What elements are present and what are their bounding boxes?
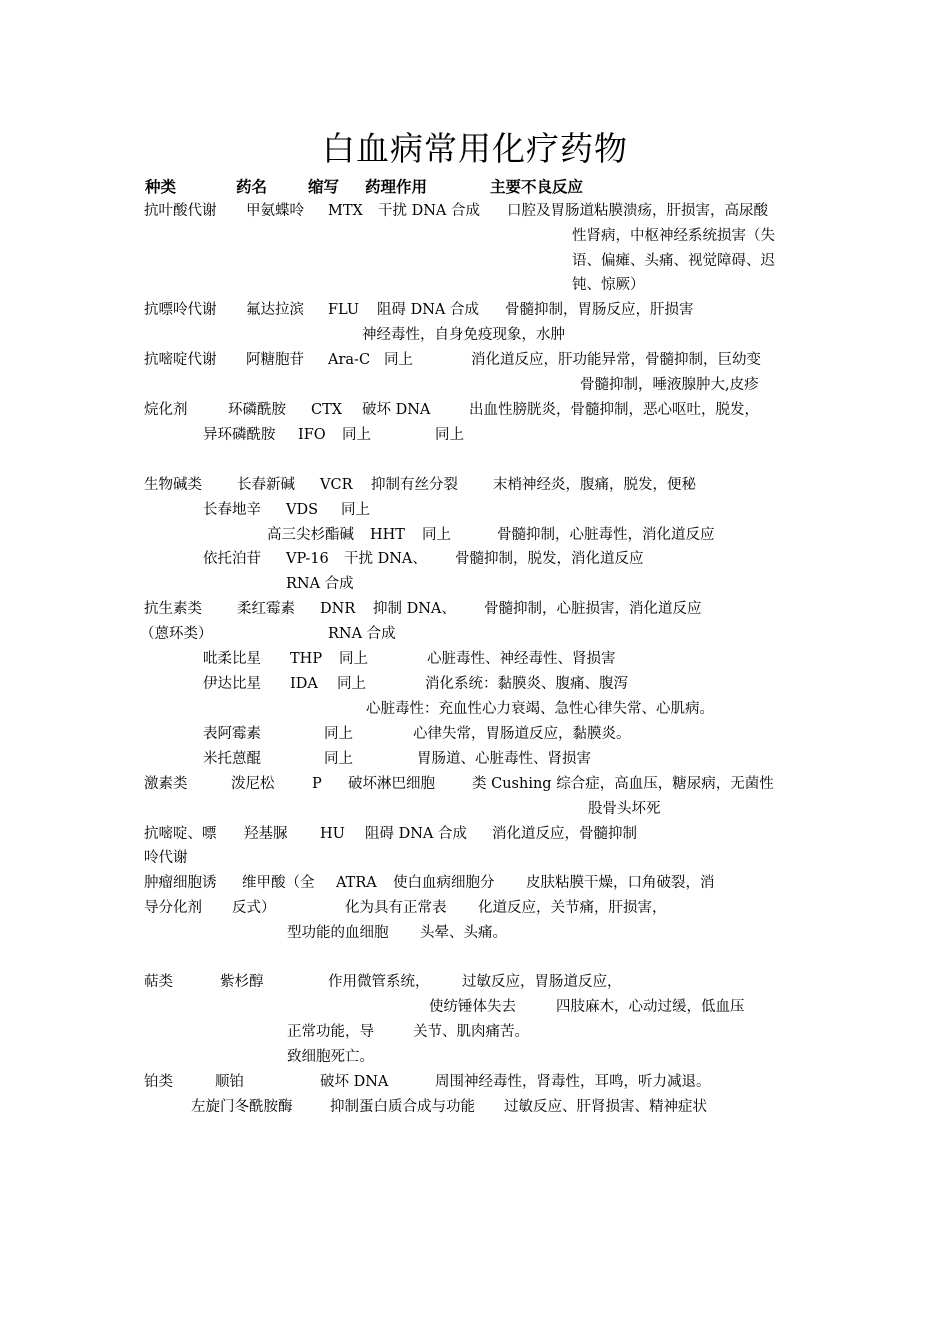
drug-name: 顺铂 <box>215 1074 244 1090</box>
drug-abbr: VCR <box>320 477 353 493</box>
drug-mechanism: 同上 <box>341 502 370 518</box>
drug-category: 烷化剂 <box>144 402 188 418</box>
side-effects-continued: 骨髓抑制，唾液腺肿大,皮疹 <box>580 377 759 393</box>
drug-name: 氟达拉滨 <box>246 302 304 318</box>
header-category: 种类 <box>145 178 177 196</box>
drug-name: 反式） <box>232 900 276 916</box>
drug-mechanism: 阻碍 DNA 合成 <box>377 302 480 318</box>
drug-mechanism: 正常功能，导 <box>287 1024 374 1040</box>
drug-name: 伊达比星 <box>203 676 261 692</box>
drug-mechanism: 抑制 DNA、 <box>373 601 456 617</box>
drug-side-effects: 头晕、头痛。 <box>420 925 507 941</box>
drug-side-effects: 骨髓抑制，心脏损害，消化道反应 <box>484 601 702 617</box>
drug-abbr: P <box>312 776 322 792</box>
drug-abbr: HU <box>320 826 345 842</box>
drug-side-effects: 关节、肌肉痛苦。 <box>413 1024 529 1040</box>
side-effects-continued: 性肾病，中枢神经系统损害（失 <box>572 228 775 244</box>
drug-category: 肿瘤细胞诱 <box>144 875 217 891</box>
drug-category: （蒽环类） <box>140 626 213 642</box>
drug-mechanism: 使纺锤体失去 <box>429 999 516 1015</box>
drug-side-effects: 类 Cushing 综合症，高血压，糖尿病，无菌性 <box>472 776 774 792</box>
drug-mechanism: 阻碍 DNA 合成 <box>365 826 468 842</box>
drug-side-effects: 骨髓抑制，脱发，消化道反应 <box>455 551 644 567</box>
drug-abbr: ATRA <box>336 875 377 891</box>
header-drug: 药名 <box>236 178 268 196</box>
drug-name: 表阿霉素 <box>203 726 261 742</box>
drug-name: 环磷酰胺 <box>228 402 286 418</box>
drug-name: 高三尖杉酯碱 <box>267 527 354 543</box>
drug-side-effects: 过敏反应，胃肠道反应， <box>462 974 622 990</box>
drug-abbr: CTX <box>311 402 343 418</box>
drug-mechanism: 同上 <box>324 726 353 742</box>
drug-side-effects: 心脏毒性、神经毒性、肾损害 <box>427 651 616 667</box>
drug-name: 甲氨蝶呤 <box>246 203 304 219</box>
drug-mechanism: 同上 <box>337 676 366 692</box>
drug-mechanism: 同上 <box>422 527 451 543</box>
drug-side-effects: 消化道反应，肝功能异常，骨髓抑制，巨幼变 <box>471 352 761 368</box>
mechanism-continued: RNA 合成 <box>286 576 354 592</box>
drug-category: 萜类 <box>144 974 173 990</box>
drug-mechanism: 化为具有正常表 <box>345 900 447 916</box>
drug-mechanism: 同上 <box>324 751 353 767</box>
drug-name: 长春地辛 <box>203 502 261 518</box>
drug-category: 抗嘌呤代谢 <box>144 302 217 318</box>
drug-name: 紫杉醇 <box>220 974 264 990</box>
drug-side-effects: 骨髓抑制，胃肠反应，肝损害 <box>505 302 694 318</box>
side-effects-continued: 钝、惊厥） <box>572 277 645 293</box>
drug-name: 吡柔比星 <box>203 651 261 667</box>
drug-mechanism: 使白血病细胞分 <box>393 875 495 891</box>
drug-side-effects: 消化道反应，骨髓抑制 <box>492 826 637 842</box>
drug-name: 异环磷酰胺 <box>203 427 276 443</box>
drug-side-effects: 四肢麻木，心动过缓，低血压 <box>556 999 745 1015</box>
drug-mechanism: 型功能的血细胞 <box>287 925 389 941</box>
header-side-effects: 主要不良反应 <box>490 178 584 196</box>
drug-abbr: THP <box>290 651 323 667</box>
drug-mechanism: 作用微管系统， <box>328 974 430 990</box>
drug-category: 抗嘧啶、嘌 <box>144 826 217 842</box>
drug-side-effects: 出血性膀胱炎，骨髓抑制，恶心呕吐，脱发， <box>469 402 759 418</box>
drug-abbr: HHT <box>370 527 405 543</box>
drug-mechanism: 同上 <box>384 352 413 368</box>
drug-mechanism: 同上 <box>339 651 368 667</box>
drug-abbr: VP-16 <box>286 551 329 567</box>
drug-abbr: DNR <box>320 601 356 617</box>
drug-category: 抗嘧啶代谢 <box>144 352 217 368</box>
drug-category: 铂类 <box>144 1074 173 1090</box>
drug-category: 生物碱类 <box>144 477 202 493</box>
drug-side-effects: 皮肤粘膜干燥，口角破裂，消 <box>526 875 715 891</box>
header-mechanism: 药理作用 <box>365 178 428 196</box>
drug-name: 左旋门冬酰胺酶 <box>191 1099 293 1115</box>
drug-mechanism: 抑制蛋白质合成与功能 <box>330 1099 475 1115</box>
drug-abbr: Ara-C <box>328 352 371 368</box>
drug-mechanism: 破坏 DNA <box>320 1074 389 1090</box>
drug-mechanism: 干扰 DNA、 <box>344 551 427 567</box>
drug-side-effects: 末梢神经炎，腹痛，脱发，便秘 <box>493 477 696 493</box>
drug-abbr: MTX <box>328 203 363 219</box>
drug-name: 米托蒽醌 <box>203 751 261 767</box>
drug-mechanism: 同上 <box>342 427 371 443</box>
page-title: 白血病常用化疗药物 <box>322 129 628 168</box>
drug-name: 依托泊苷 <box>203 551 261 567</box>
side-effects-continued: 语、偏瘫、头痛、视觉障碍、迟 <box>572 253 775 269</box>
drug-name: 阿糖胞苷 <box>246 352 304 368</box>
drug-name: 泼尼松 <box>231 776 275 792</box>
drug-mechanism: 致细胞死亡。 <box>287 1049 374 1065</box>
drug-side-effects: 化道反应，关节痛，肝损害， <box>478 900 667 916</box>
drug-abbr: IDA <box>290 676 318 692</box>
side-effects-continued: 心脏毒性：充血性心力衰竭、急性心律失常、心肌病。 <box>366 701 714 717</box>
drug-mechanism: 破坏 DNA <box>362 402 431 418</box>
drug-name: 羟基脲 <box>244 826 288 842</box>
drug-abbr: VDS <box>286 502 319 518</box>
drug-mechanism: 抑制有丝分裂 <box>371 477 458 493</box>
drug-side-effects: 过敏反应、肝肾损害、精神症状 <box>504 1099 707 1115</box>
drug-side-effects: 同上 <box>435 427 464 443</box>
drug-category: 抗叶酸代谢 <box>144 203 217 219</box>
drug-category: 导分化剂 <box>144 900 202 916</box>
drug-category: 呤代谢 <box>144 850 188 866</box>
drug-name: 柔红霉素 <box>237 601 295 617</box>
drug-abbr: FLU <box>328 302 360 318</box>
drug-side-effects: 骨髓抑制，心脏毒性，消化道反应 <box>497 527 715 543</box>
drug-side-effects: 胃肠道、心脏毒性、肾损害 <box>417 751 591 767</box>
side-effects-continued: 股骨头坏死 <box>588 801 661 817</box>
drug-side-effects: 周围神经毒性，肾毒性，耳鸣，听力减退。 <box>435 1074 711 1090</box>
drug-category: 激素类 <box>144 776 188 792</box>
drug-mechanism: 破坏淋巴细胞 <box>348 776 435 792</box>
drug-side-effects: 消化系统：黏膜炎、腹痛、腹泻 <box>425 676 628 692</box>
header-abbr: 缩写 <box>308 178 340 196</box>
drug-side-effects: 心律失常，胃肠道反应，黏膜炎。 <box>413 726 631 742</box>
drug-abbr: IFO <box>298 427 326 443</box>
drug-mechanism: RNA 合成 <box>328 626 396 642</box>
drug-side-effects: 口腔及胃肠道粘膜溃疡，肝损害，高尿酸 <box>507 203 768 219</box>
drug-name: 维甲酸（全 <box>242 875 315 891</box>
drug-mechanism: 干扰 DNA 合成 <box>378 203 481 219</box>
side-effects-continued: 神经毒性，自身免疫现象，水肿 <box>362 327 565 343</box>
drug-category: 抗生素类 <box>144 601 202 617</box>
drug-name: 长春新碱 <box>237 477 295 493</box>
